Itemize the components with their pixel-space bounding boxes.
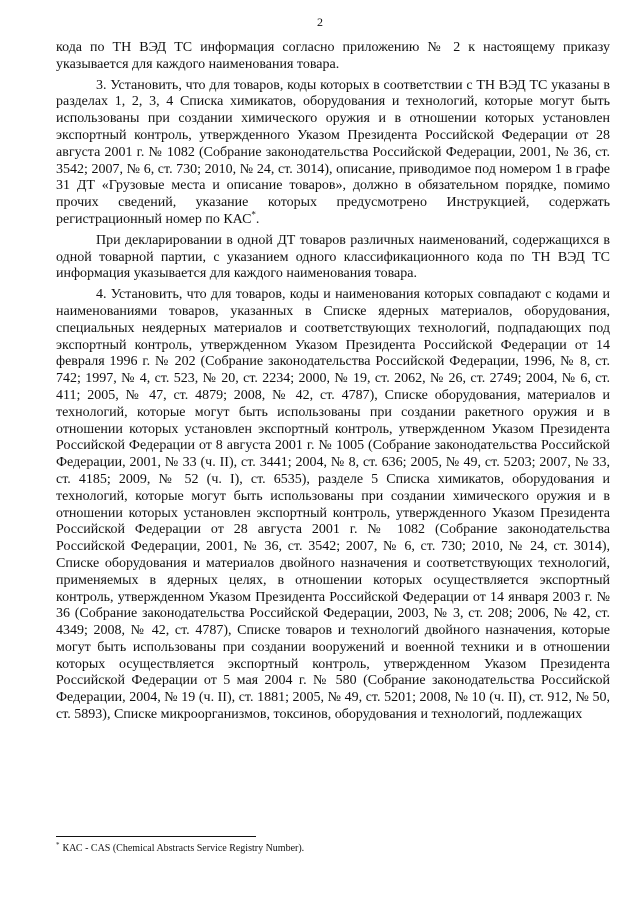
- footnote-text: КАС - CAS (Chemical Abstracts Service Registry Number).: [62, 843, 305, 854]
- paragraph-continuation: кода по ТН ВЭД ТС информация согласно приложению № 2 к настоящему приказу указывается для каждого наименования товара.: [56, 40, 610, 72]
- paragraph-3-declaration: При декларировании в одной ДТ товаров различных наименований, содержащихся в одной товарной партии, с указанием одного классификационного кода по ТН ВЭД ТС информация указывается для каждого наименования товара.: [56, 232, 610, 282]
- paragraph-4: 4. Установить, что для товаров, коды и наименования которых совпадают с кодами и наименованиями товаров, указанных в Списке ядерных материалов, оборудования, специальных неядерных материалов и соответствующих технологий, подпадающих под экспортный контроль, утвержденном Указом Президента Российской Федерации от 14 февраля 1996 г. № 202 (Собрание законодательства Российской Федерации, 1996, № 8, ст. 742; 1997, № 4, ст. 523, № 20, ст. 2234; 2000, № 19, ст. 2062, № 26, ст. 2749; 2004, № 6, ст. 411; 2005, № 47, ст. 4879; 2008, № 42, ст. 4787), Списке оборудования, материалов и технологий, которые могут быть использованы при создании ракетного оружия и в отношении которых установлен экспортный контроль, утвержденном Указом Президента Российской Федерации от 8 августа 2001 г. № 1005 (Собрание законодательства Российской Федерации, 2001, № 33 (ч. II), ст. 3441; 2004, № 8, ст. 636; 2005, № 49, ст. 5203; 2007, № 33, ст. 4185; 2009, № 52 (ч. I), ст. 6535), разделе 5 Списка химикатов, оборудования и технологий, которые могут быть использованы при создании химического оружия и в отношении которых установлен экспортный контроль, утвержденного Указом Президента Российской Федерации от 28 августа 2001 г. № 1082 (Собрание законодательства Российской Федерации, 2001, № 36, ст. 3542; 2007, № 6, ст. 730; 2010, № 24, ст. 3014), Списке оборудования и материалов двойного назначения и соответствующих технологий, применяемых в ядерных целях, в отношении которых осуществляется экспортный контроль, утвержденном Указом Президента Российской Федерации от 14 января 2003 г. № 36 (Собрание законодательства Российской Федерации, 2003, № 3, ст. 208; 2006, № 42, ст. 4349; 2008, № 42, ст. 4787), Списке товаров и технологий двойного назначения, которые могут быть использованы при создании вооружений и военной техники и в отношении которых осуществляется экспортный контроль, утвержденном Указом Президента Российской Федерации от 5 мая 2004 г. № 580 (Собрание законодательства Российской Федерации, 2004, № 19 (ч. II), ст. 1881; 2005, № 49, ст. 5201; 2008, № 10 (ч. II), ст. 912, № 50, ст. 5893), Списке микроорганизмов, токсинов, оборудования и технологий, подлежащих: [56, 287, 610, 723]
- footnote-marker: *: [56, 840, 60, 849]
- footnote-divider: [56, 836, 256, 837]
- page-number: 2: [317, 15, 323, 29]
- footnote-reference[interactable]: *: [251, 209, 256, 220]
- paragraph-3-text: 3. Установить, что для товаров, коды которых в соответствии с ТН ВЭД ТС указаны в разделах 1, 2, 3, 4 Списка химикатов, оборудования и технологий, которые могут быть использованы при создании химического оружия и в отношении которых установлен экспортный контроль, утвержденного Указом Президента Российской Федерации от 28 августа 2001 г. № 1082 (Собрание законодательства Российской Федерации, 2001, № 36, ст. 3542; 2007, № 6, ст. 730; 2010, № 24, ст. 3014), описание, приводимое под номером 1 в графе 31 ДТ «Грузовые места и описание товаров», должно в обязательном порядке, помимо прочих сведений, указание которых предусмотрено Инструкцией, содержать регистрационный номер по КАС: [56, 77, 610, 227]
- footnote: [56, 840, 610, 855]
- body-text: [56, 40, 610, 728]
- paragraph-3-end: .: [255, 211, 260, 227]
- paragraph-3: [56, 78, 610, 229]
